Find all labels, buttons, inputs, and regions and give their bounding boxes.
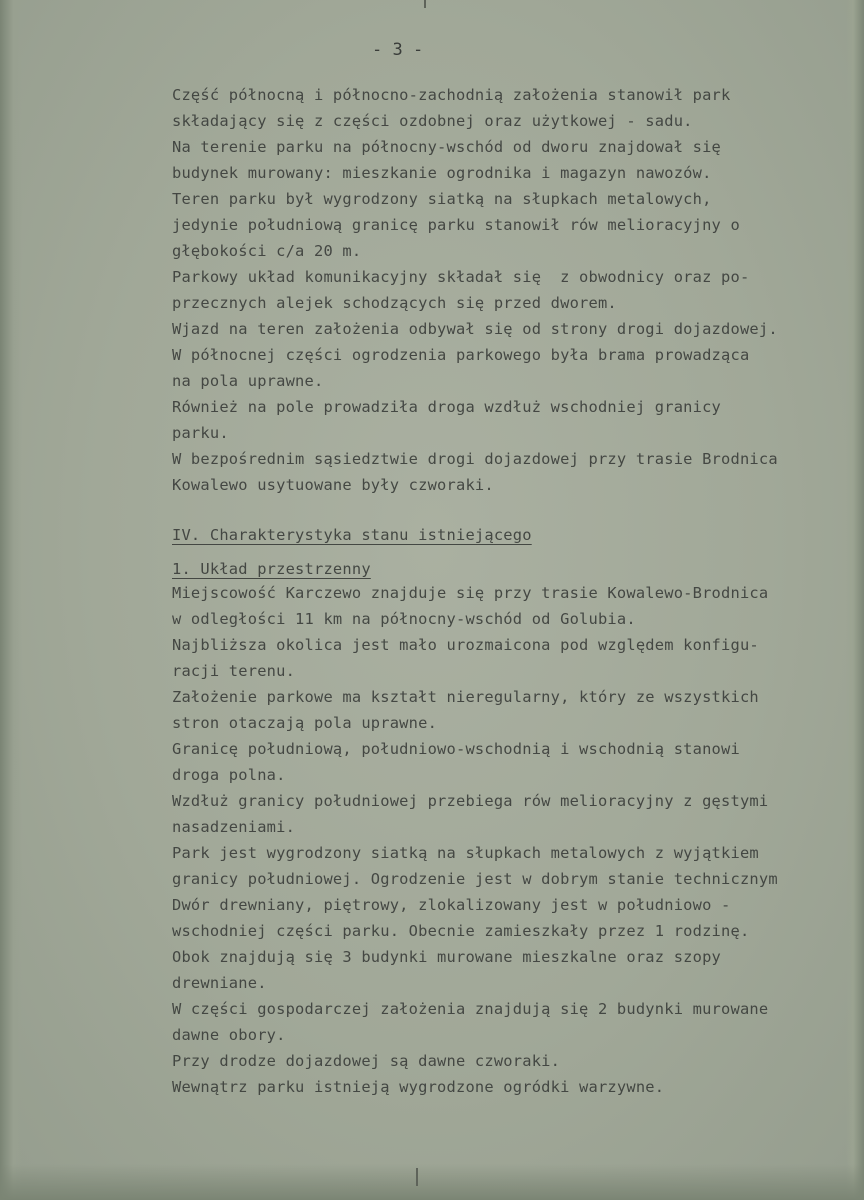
text-line: Park jest wygrodzony siatką na słupkach metalowych z wyjątkiem [172, 844, 759, 862]
text-line: W części gospodarczej założenia znajdują się 2 budynki murowane [172, 1000, 769, 1018]
text-line: racji terenu. [172, 662, 296, 680]
text-line: granicy południowej. Ogrodzenie jest w dobrym stanie technicznym [172, 870, 778, 888]
scan-mark-bottom [416, 1168, 418, 1186]
text-line: Wjazd na teren założenia odbywał się od strony drogi dojazdowej. [172, 320, 778, 338]
text-line: droga polna. [172, 766, 286, 784]
paper-edge-bottom [0, 1164, 864, 1200]
text-line: Założenie parkowe ma kształt nieregularny, który ze wszystkich [172, 688, 759, 706]
text-line: Najbliższa okolica jest mało urozmaicona pod względem konfigu- [172, 636, 759, 654]
text-line: Kowalewo usytuowane były czworaki. [172, 476, 494, 494]
text-line: drewniane. [172, 974, 267, 992]
text-line: Wzdłuż granicy południowej przebiega rów melioracyjny z gęstymi [172, 792, 769, 810]
text-line: W bezpośrednim sąsiedztwie drogi dojazdowej przy trasie Brodnica [172, 450, 778, 468]
section-heading: IV. Charakterystyka stanu istniejącego [172, 526, 532, 544]
scan-mark-top [424, 0, 426, 8]
text-line: Część północną i północno-zachodnią założenia stanowił park [172, 86, 731, 104]
text-line: Wewnątrz parku istnieją wygrodzone ogródki warzywne. [172, 1078, 665, 1096]
text-line: parku. [172, 424, 229, 442]
paper-edge-left [0, 0, 22, 1200]
text-line: nasadzeniami. [172, 818, 296, 836]
text-line: Przy drodze dojazdowej są dawne czworaki. [172, 1052, 561, 1070]
text-line: stron otaczają pola uprawne. [172, 714, 438, 732]
text-line: składający się z części ozdobnej oraz użytkowej - sadu. [172, 112, 693, 130]
text-line: Miejscowość Karczewo znajduje się przy trasie Kowalewo-Brodnica [172, 584, 769, 602]
text-line: Dwór drewniany, piętrowy, zlokalizowany jest w południowo - [172, 896, 731, 914]
text-line: budynek murowany: mieszkanie ogrodnika i magazyn nawozów. [172, 164, 712, 182]
text-line: wschodniej części parku. Obecnie zamieszkały przez 1 rodzinę. [172, 922, 750, 940]
text-line: W północnej części ogrodzenia parkowego była brama prowadząca [172, 346, 750, 364]
text-line: w odległości 11 km na północny-wschód od Golubia. [172, 610, 636, 628]
subsection-heading: 1. Układ przestrzenny [172, 560, 371, 578]
text-line: przecznych alejek schodzących się przed dworem. [172, 294, 617, 312]
text-line: na pola uprawne. [172, 372, 324, 390]
text-line: głębokości c/a 20 m. [172, 242, 362, 260]
text-line: dawne obory. [172, 1026, 286, 1044]
text-line: Granicę południową, południowo-wschodnią i wschodnią stanowi [172, 740, 740, 758]
text-line: Teren parku był wygrodzony siatką na słupkach metalowych, [172, 190, 712, 208]
text-line: Na terenie parku na północny-wschód od dworu znajdował się [172, 138, 722, 156]
text-line: Również na pole prowadziła droga wzdłuż wschodniej granicy [172, 398, 722, 416]
text-line: jedynie południową granicę parku stanowił rów melioracyjny o [172, 216, 740, 234]
text-line: Parkowy układ komunikacyjny składał się z obwodnicy oraz po- [172, 268, 750, 286]
text-line: Obok znajdują się 3 budynki murowane mieszkalne oraz szopy [172, 948, 722, 966]
paper-edge-right [846, 0, 864, 1200]
page-number: - 3 - [372, 40, 424, 60]
